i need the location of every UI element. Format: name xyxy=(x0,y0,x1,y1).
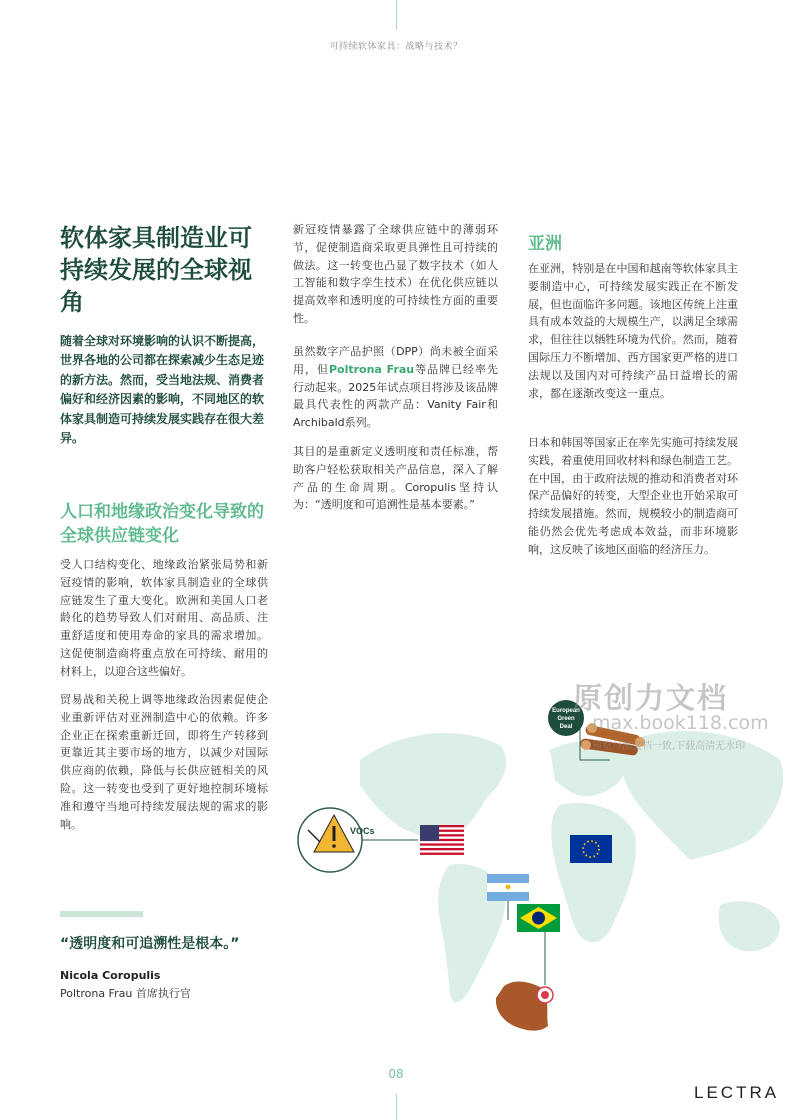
brand-poltrona-frau: Poltrona Frau xyxy=(328,362,415,376)
pull-quote: “透明度和可追溯性是根本。” xyxy=(60,936,240,952)
location-pin-icon xyxy=(537,987,553,1003)
watermark-note: 预览与源文档一致,下载高清无水印 xyxy=(592,741,746,752)
dpp-text-end: 等品牌已经率先行动起来。2025年试点项目将涉及该品牌最具代表性的两款产品：Vanity Fair和Archibald系列。 xyxy=(293,362,499,430)
badge-text-european: European xyxy=(552,708,580,714)
dpp-text-start: 虽然数字产品护照（DPP）尚未被全面采用，但 xyxy=(293,345,498,376)
section-heading-asia: 亚洲 xyxy=(528,234,562,254)
paragraph-geopolitics: 贸易战和关税上调等地缘政治因素促使企业重新评估对亚洲制造中心的依赖。许多企业正在探索重新迁回，即将生产转移到更靠近其主要市场的地方，以减少对国际供应商的依赖，降低与长供应链相关的风险。这一转变也受到了更好地控制环境标准和遵守当地可持续发展法规的需求的影响。 xyxy=(60,693,268,831)
top-divider-line xyxy=(396,0,397,30)
quote-accent-bar xyxy=(60,911,143,917)
paragraph-demographics: 受人口结构变化、地缘政治紧张局势和新冠疫情的影响，软体家具制造业的全球供应链发生了重大变化。欧洲和美国人口老龄化的趋势导致人们对耐用、高品质、注重舒适度和使用寿命的家具的需求增加。这促使制造商将重点放在可持续、耐用的材料上，以迎合这些偏好。 xyxy=(60,558,268,678)
running-header: 可持续软体家具：战略与技术？ xyxy=(329,42,463,52)
paragraph-asia-2: 日本和韩国等国家正在率先实施可持续发展实践，着重使用回收材料和绿色制造工艺。在中国，由于政府法规的推动和消费者对环保产品偏好的转变，大型企业也开始采取可持续发展措施。然而，规模较小的制造商可能仍然会优先考虑成本效益，而非环境影响，这反映了该地区面临的经济压力。 xyxy=(528,436,738,556)
eu-flag-icon xyxy=(570,835,612,863)
paragraph-pandemic: 新冠疫情暴露了全球供应链中的薄弱环节，促使制造商采取更具弹性且可持续的做法。这一转变也凸显了数字技术（如人工智能和数字孪生技术）在优化供应链以提高效率和透明度的可持续性方面的重要性。 xyxy=(293,223,498,325)
badge-text-deal: Deal xyxy=(559,724,573,730)
quote-author-role: Poltrona Frau 首席执行官 xyxy=(60,987,191,1000)
vocs-warning-icon xyxy=(298,808,362,872)
paragraph-dpp xyxy=(293,343,498,432)
page-number: 08 xyxy=(388,1067,404,1081)
vocs-label: VOCs xyxy=(350,826,375,836)
africa-shape xyxy=(551,803,636,942)
badge-text-green: Green xyxy=(557,716,575,722)
australia-shape xyxy=(719,901,780,951)
lead-paragraph: 随着全球对环境影响的认识不断提高，世界各地的公司都在探索减少生态足迹的新方法。然而，受当地法规、消费者偏好和经济因素的影响，不同地区的软体家具制造可持续发展实践存在很大差异。 xyxy=(60,334,265,446)
paragraph-asia-1: 在亚洲，特别是在中国和越南等软体家具主要制造中心，可持续发展实践正在不断发展，但也面临许多问题。该地区传统上注重具有成本效益的大规模生产，以满足全球需求，但往往以牺牲环境为代价。然而，随着国际压力不断增加、西方国家更严格的进口法规以及国内对可持续产品日益增长的需求，都在逐渐改变这一重点。 xyxy=(528,262,738,400)
watermark-url: max.book118.com xyxy=(592,712,769,734)
bottom-divider-line xyxy=(396,1094,397,1120)
lectra-logo: LECTRA xyxy=(694,1083,780,1102)
paragraph-transparency: 其目的是重新定义透明度和责任标准，帮助客户轻松获取相关产品信息，深入了解产品的生命周期。Coropulis坚持认为：“透明度和可追溯性是基本要素。” xyxy=(293,445,498,512)
section-heading-supply-chain: 人口和地缘政治变化导致的全球供应链变化 xyxy=(60,502,264,546)
page-title: 软体家具制造业可持续发展的全球视角 xyxy=(60,224,252,316)
brazil-flag-icon xyxy=(517,904,560,932)
watermark-title: 原创力文档 xyxy=(573,681,729,715)
quote-author-name: Nicola Coropulis xyxy=(60,969,161,982)
usa-flag-icon xyxy=(420,825,464,855)
continents xyxy=(360,731,783,1002)
argentina-flag-icon xyxy=(487,874,529,901)
